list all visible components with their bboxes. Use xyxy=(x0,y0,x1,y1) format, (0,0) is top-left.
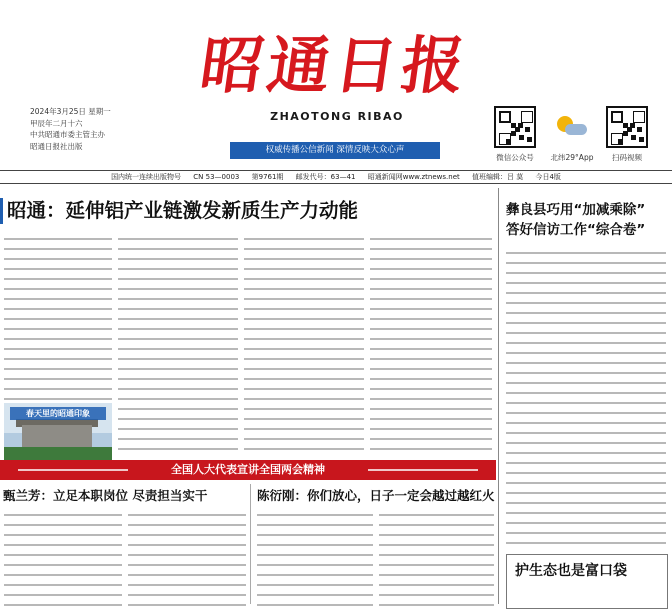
serial-label: 国内统一连续出版物号 xyxy=(111,173,182,181)
app-caption: 北纬29°App xyxy=(550,153,594,162)
newspaper-logo: 昭通日报 xyxy=(195,29,475,102)
sub-story-headline-1[interactable]: 甄兰芳：立足本职岗位 尽责担当实干 xyxy=(3,488,208,503)
side-story-body xyxy=(506,248,666,548)
cloud-icon xyxy=(565,124,587,135)
page-count: 今日4版 xyxy=(535,173,561,181)
side-story-headline[interactable] xyxy=(506,200,670,238)
masthead-slogan: 权威传播公信新闻 深情反映大众心声 xyxy=(230,142,440,159)
sponsor-line: 中共昭通市委主管主办 xyxy=(30,130,105,139)
masthead-date-block xyxy=(30,106,140,152)
sub-story-headline-2[interactable]: 陈衍刚：你们放心，日子一定会越过越红火 xyxy=(257,488,495,503)
lead-story-body-col4 xyxy=(370,234,492,456)
sub-story-2-body-col2 xyxy=(379,510,494,609)
theme-banner xyxy=(0,460,496,480)
side-headline-line1: 彝良县巧用“加减乘除” xyxy=(506,202,646,218)
publisher-line: 昭通日报社出版 xyxy=(30,141,83,151)
sub-story-divider xyxy=(250,484,251,604)
wechat-qr-code-icon[interactable] xyxy=(494,106,536,148)
lead-story-body-col3 xyxy=(244,234,364,456)
column-divider xyxy=(498,188,499,604)
lead-story-body-col1 xyxy=(4,234,112,402)
wechat-qr-caption: 微信公众号 xyxy=(496,153,534,162)
lead-story-headline[interactable]: 昭通：延伸铝产业链激发新质生产力动能 xyxy=(7,199,359,222)
photo-caption: 春天里的昭通印象 xyxy=(10,407,106,420)
banner-left-rule xyxy=(18,469,128,471)
sub-story-2-body xyxy=(257,510,373,609)
video-qr-caption: 扫码视频 xyxy=(612,153,642,162)
website-link[interactable]: 昭通新闻网www.ztnews.net xyxy=(367,173,460,181)
date-line: 2024年3月25日 星期一 xyxy=(30,107,111,116)
newspaper-logo-pinyin: ZHAOTONG RIBAO xyxy=(270,110,404,123)
publication-info-bar xyxy=(0,170,672,184)
side-headline-line2: 答好信访工作“综合卷” xyxy=(506,222,646,238)
video-qr-code-icon[interactable] xyxy=(606,106,648,148)
sub-story-1-body-col2 xyxy=(128,510,246,609)
lead-story-body-col2 xyxy=(118,234,238,456)
app-weather-icon[interactable] xyxy=(553,112,593,142)
corner-story-headline: 护生态也是富口袋 xyxy=(515,563,627,579)
cn-number: CN 53—0003 xyxy=(193,173,240,181)
duty-editor: 值班编辑：吕 莫 xyxy=(471,173,524,181)
spring-city-photo[interactable] xyxy=(4,403,112,468)
sub-story-1-body xyxy=(4,510,122,609)
issue-number: 第9761期 xyxy=(251,173,284,181)
postal-code: 邮发代号：63—41 xyxy=(295,173,356,181)
banner-right-rule xyxy=(368,469,478,471)
lunar-date-line: 甲辰年二月十六 xyxy=(30,118,83,128)
corner-story-box[interactable] xyxy=(506,554,668,609)
banner-text: 全国人大代表宣讲全国两会精神 xyxy=(171,463,325,476)
